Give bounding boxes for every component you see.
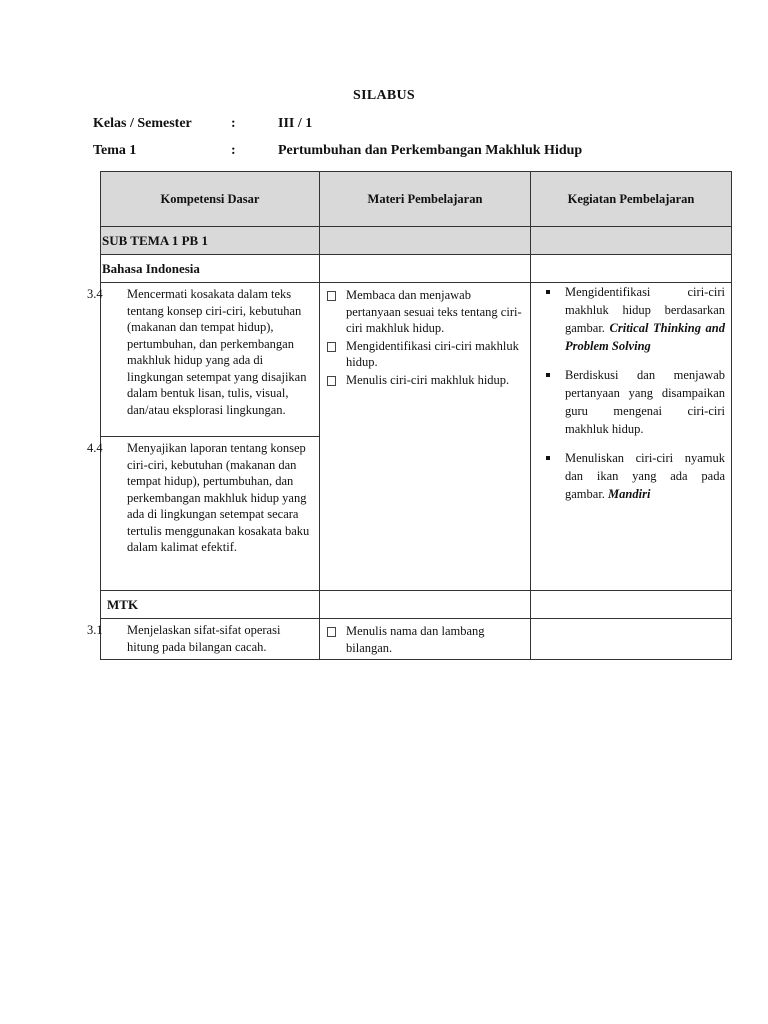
kegiatan-emphasis: Mandiri (608, 487, 651, 501)
header-materi: Materi Pembelajaran (320, 172, 531, 227)
list-item (326, 372, 526, 389)
info-colon: : (231, 143, 236, 158)
kd-cell (87, 437, 320, 591)
square-bullet-icon (546, 373, 550, 377)
list-item (326, 287, 526, 337)
kegiatan-emphasis: Critical Thinking and Problem Solving (565, 321, 726, 353)
empty-cell (320, 255, 531, 283)
subtema-label: SUB TEMA 1 PB 1 (101, 227, 320, 255)
checkbox-bullet-icon (327, 627, 336, 637)
materi-cell (320, 283, 531, 591)
syllabus-table (87, 171, 732, 660)
list-item (541, 366, 725, 438)
kd-text: Menjelaskan sifat-sifat operasi hitung pada bilangan cacah. (127, 623, 281, 654)
kegiatan-text: Mengidentifikasi ciri-ciri makhluk hidup berdasarkan gambar. (565, 285, 725, 335)
kd-number: 3.1 (87, 623, 103, 637)
header-kompetensi: Kompetensi Dasar (101, 172, 320, 227)
section-bahasa-indonesia: Bahasa Indonesia (101, 255, 320, 283)
table-row (101, 283, 732, 437)
subtema-empty-cell (531, 227, 732, 255)
materi-text: Mengidentifikasi ciri-ciri makhluk hidup. (346, 338, 519, 369)
kegiatan-text: Berdiskusi dan menjawab pertanyaan yang disampaikan guru mengenai ciri-ciri makhluk hidup. (565, 368, 725, 436)
info-label: Tema 1 (93, 143, 137, 158)
list-item (326, 338, 526, 371)
materi-list (326, 623, 526, 656)
kd-cell (87, 283, 320, 437)
empty-cell (531, 619, 732, 660)
list-item (541, 449, 725, 503)
square-bullet-icon (546, 290, 550, 294)
kd-item (87, 286, 315, 418)
empty-cell (531, 591, 732, 619)
info-value: III / 1 (278, 116, 313, 131)
kegiatan-text: Menuliskan ciri-ciri nyamuk dan ikan yang ada pada gambar. (565, 451, 725, 501)
materi-text: Membaca dan menjawab pertanyaan sesuai teks tentang ciri-ciri makhluk hidup. (346, 288, 522, 335)
materi-text: Menulis nama dan lambang bilangan. (346, 624, 485, 655)
empty-cell (531, 255, 732, 283)
empty-cell (320, 591, 531, 619)
kegiatan-list (541, 283, 725, 503)
kegiatan-cell (531, 283, 732, 591)
materi-list (326, 287, 526, 388)
subtema-empty-cell (320, 227, 531, 255)
bahasa-section-row (101, 255, 732, 283)
header-kegiatan: Kegiatan Pembelajaran (531, 172, 732, 227)
kd-text: Menyajikan laporan tentang konsep ciri-ciri, kebutuhan (makanan dan tempat hidup), pertumbuhan, dan perkembangan makhluk hidup yang ada di lingkungan setempat secara tertulis menggunakan kosakata baku dalam kalimat efektif. (127, 441, 310, 554)
materi-text: Menulis ciri-ciri makhluk hidup. (346, 372, 510, 387)
kd-cell (87, 619, 320, 660)
kd-number: 4.4 (87, 441, 103, 455)
list-item (326, 623, 526, 656)
checkbox-bullet-icon (327, 342, 336, 352)
document-title: SILABUS (352, 88, 416, 103)
square-bullet-icon (546, 456, 550, 460)
materi-cell (320, 619, 531, 660)
checkbox-bullet-icon (327, 376, 336, 386)
table-header-row (101, 172, 732, 227)
list-item (541, 283, 725, 355)
kd-item (87, 440, 315, 556)
subtema-row (101, 227, 732, 255)
info-value: Pertumbuhan dan Perkembangan Makhluk Hidup (278, 143, 583, 158)
section-mtk: MTK (101, 591, 320, 619)
kd-number: 3.4 (87, 287, 103, 301)
mtk-section-row (101, 591, 732, 619)
table-row (101, 619, 732, 660)
info-label: Kelas / Semester (93, 116, 192, 131)
kd-item (87, 622, 315, 655)
info-colon: : (231, 116, 236, 131)
kd-text: Mencermati kosakata dalam teks tentang konsep ciri-ciri, kebutuhan (makanan dan tempat hidup), pertumbuhan, dan perkembangan makhluk hidup yang ada di lingkungan setempat yang disajikan dalam bentuk lisan, tulis, visual, dan/atau eksplorasi lingkungan. (127, 287, 307, 417)
checkbox-bullet-icon (327, 291, 336, 301)
